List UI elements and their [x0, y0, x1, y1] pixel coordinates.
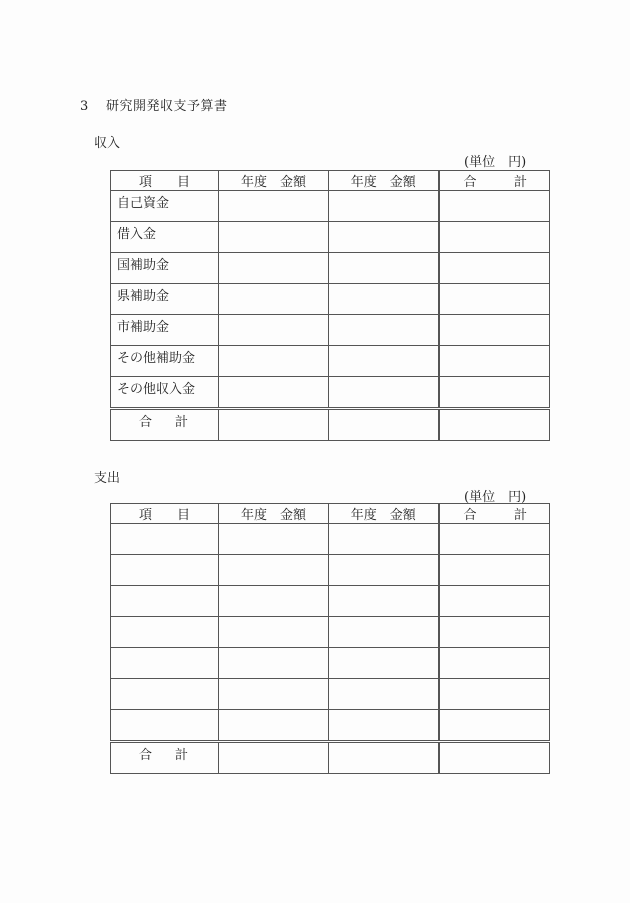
total-cell[interactable]: [439, 555, 550, 586]
total-cell[interactable]: [439, 617, 550, 648]
year2-amount-cell[interactable]: [329, 284, 439, 315]
total-cell[interactable]: [439, 346, 550, 377]
year1-amount-cell[interactable]: [219, 315, 329, 346]
table-header-row: [111, 171, 550, 191]
section-title: [80, 95, 228, 114]
total-cell[interactable]: [439, 377, 550, 409]
year1-amount-cell[interactable]: [219, 253, 329, 284]
year1-amount-cell[interactable]: [219, 648, 329, 679]
table-row: [111, 253, 550, 284]
grand-total-cell[interactable]: [439, 409, 550, 441]
year2-total-cell[interactable]: [329, 742, 439, 774]
header-year1-amount: 年度 金額: [219, 504, 329, 524]
row-label: 市補助金: [111, 315, 219, 346]
header-total: [439, 504, 550, 524]
header-total-char1: 合: [463, 508, 477, 523]
year1-amount-cell[interactable]: [219, 377, 329, 409]
header-item-char2: 目: [176, 175, 190, 190]
row-label: その他補助金: [111, 346, 219, 377]
table-header-row: [111, 504, 550, 524]
total-cell[interactable]: [439, 253, 550, 284]
row-label: 借入金: [111, 222, 219, 253]
table-row: [111, 191, 550, 222]
year1-amount-cell[interactable]: [219, 617, 329, 648]
table-row: [111, 679, 550, 710]
header-item-char1: 項: [139, 175, 153, 190]
year2-amount-cell[interactable]: [329, 222, 439, 253]
header-item: [111, 171, 219, 191]
row-label-input[interactable]: [111, 648, 219, 679]
year1-amount-cell[interactable]: [219, 679, 329, 710]
total-label-char1: 合: [139, 748, 153, 763]
total-label-char2: 計: [174, 415, 188, 430]
year2-amount-cell[interactable]: [329, 617, 439, 648]
revenue-heading: 収入: [94, 136, 121, 151]
year2-total-cell[interactable]: [329, 409, 439, 441]
year1-total-cell[interactable]: [219, 409, 329, 441]
total-cell[interactable]: [439, 710, 550, 742]
table-row: [111, 710, 550, 742]
row-label: 自己資金: [111, 191, 219, 222]
table-row: [111, 315, 550, 346]
revenue-unit-label: (単位 円): [464, 155, 527, 170]
table-row: [111, 284, 550, 315]
year1-amount-cell[interactable]: [219, 284, 329, 315]
expenditure-unit-label: (単位 円): [464, 490, 527, 505]
total-cell[interactable]: [439, 524, 550, 555]
table-row: [111, 648, 550, 679]
expenditure-heading: 支出: [94, 471, 121, 486]
table-row: [111, 555, 550, 586]
year1-amount-cell[interactable]: [219, 191, 329, 222]
table-row: [111, 586, 550, 617]
total-label-char2: 計: [174, 748, 188, 763]
total-cell[interactable]: [439, 648, 550, 679]
year2-amount-cell[interactable]: [329, 253, 439, 284]
row-label-input[interactable]: [111, 679, 219, 710]
row-label: 県補助金: [111, 284, 219, 315]
total-cell[interactable]: [439, 191, 550, 222]
row-label-input[interactable]: [111, 617, 219, 648]
table-row: [111, 346, 550, 377]
year2-amount-cell[interactable]: [329, 679, 439, 710]
header-total: [439, 171, 550, 191]
revenue-table: [110, 170, 550, 441]
row-label: 国補助金: [111, 253, 219, 284]
year2-amount-cell[interactable]: [329, 710, 439, 742]
table-row: [111, 222, 550, 253]
header-item-char1: 項: [139, 508, 153, 523]
row-label-input[interactable]: [111, 586, 219, 617]
year2-amount-cell[interactable]: [329, 524, 439, 555]
expenditure-table: [110, 503, 550, 774]
total-cell[interactable]: [439, 586, 550, 617]
year1-amount-cell[interactable]: [219, 524, 329, 555]
total-label-char1: 合: [139, 415, 153, 430]
table-total-row: [111, 409, 550, 441]
total-cell[interactable]: [439, 315, 550, 346]
total-cell[interactable]: [439, 679, 550, 710]
header-year2-amount: 年度 金額: [329, 504, 439, 524]
header-total-char2: 計: [513, 175, 527, 190]
header-item-char2: 目: [176, 508, 190, 523]
table-row: [111, 377, 550, 409]
year1-amount-cell[interactable]: [219, 586, 329, 617]
section-number: 3: [80, 99, 89, 114]
header-year1-amount: 年度 金額: [219, 171, 329, 191]
total-cell[interactable]: [439, 222, 550, 253]
header-total-char2: 計: [513, 508, 527, 523]
total-cell[interactable]: [439, 284, 550, 315]
table-total-row: [111, 742, 550, 774]
header-year2-amount: 年度 金額: [329, 171, 439, 191]
total-row-label: [111, 742, 219, 774]
year1-total-cell[interactable]: [219, 742, 329, 774]
row-label-input[interactable]: [111, 710, 219, 742]
table-row: [111, 524, 550, 555]
year2-amount-cell[interactable]: [329, 586, 439, 617]
total-row-label: [111, 409, 219, 441]
year1-amount-cell[interactable]: [219, 555, 329, 586]
year1-amount-cell[interactable]: [219, 710, 329, 742]
section-title-text: 研究開発収支予算書: [106, 99, 228, 114]
year2-amount-cell[interactable]: [329, 648, 439, 679]
year2-amount-cell[interactable]: [329, 191, 439, 222]
header-total-char1: 合: [463, 175, 477, 190]
year2-amount-cell[interactable]: [329, 377, 439, 409]
year2-amount-cell[interactable]: [329, 555, 439, 586]
year2-amount-cell[interactable]: [329, 346, 439, 377]
header-item: [111, 504, 219, 524]
row-label-input[interactable]: [111, 555, 219, 586]
row-label: その他収入金: [111, 377, 219, 409]
grand-total-cell[interactable]: [439, 742, 550, 774]
row-label-input[interactable]: [111, 524, 219, 555]
year1-amount-cell[interactable]: [219, 346, 329, 377]
year2-amount-cell[interactable]: [329, 315, 439, 346]
year1-amount-cell[interactable]: [219, 222, 329, 253]
table-row: [111, 617, 550, 648]
